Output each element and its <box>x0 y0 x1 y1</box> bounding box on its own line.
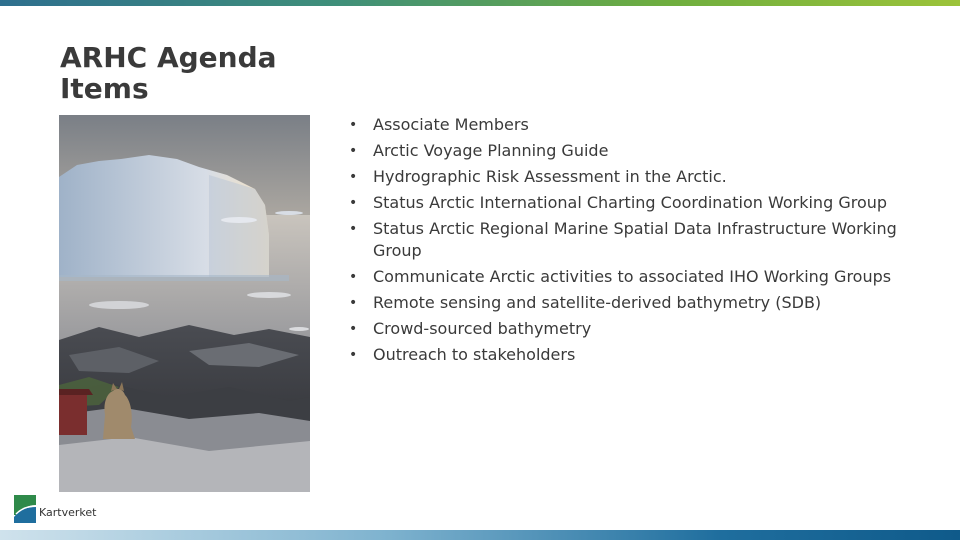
agenda-item <box>345 266 915 288</box>
bullet-icon: • <box>349 295 358 311</box>
agenda-item-text: Crowd-sourced bathymetry <box>373 319 592 338</box>
agenda-item-text: Status Arctic International Charting Coordination Working Group <box>373 193 888 212</box>
bullet-icon: • <box>349 195 358 211</box>
agenda-item <box>345 218 915 262</box>
agenda-item-text: Arctic Voyage Planning Guide <box>373 141 609 160</box>
kartverket-logo-icon <box>14 495 36 523</box>
bullet-icon: • <box>349 169 358 185</box>
agenda-item-text: Outreach to stakeholders <box>373 345 576 364</box>
bullet-icon: • <box>349 143 358 159</box>
bullet-icon: • <box>349 321 358 337</box>
top-accent-bar <box>0 0 960 6</box>
agenda-list <box>345 114 915 370</box>
bottom-accent-bar <box>0 530 960 540</box>
agenda-item <box>345 114 915 136</box>
agenda-item <box>345 344 915 366</box>
agenda-item <box>345 192 915 214</box>
agenda-item <box>345 166 915 188</box>
agenda-item-text: Hydrographic Risk Assessment in the Arctic. <box>373 167 727 186</box>
agenda-item <box>345 140 915 162</box>
agenda-item-text: Associate Members <box>373 115 529 134</box>
agenda-item <box>345 292 915 314</box>
agenda-item <box>345 318 915 340</box>
arctic-iceberg-photo <box>59 115 310 492</box>
agenda-item-text: Communicate Arctic activities to associated IHO Working Groups <box>373 267 892 286</box>
bullet-icon: • <box>349 269 358 285</box>
agenda-item-text: Status Arctic Regional Marine Spatial Data Infrastructure Working Group <box>373 219 897 260</box>
slide-title: ARHC Agenda Items <box>60 41 277 105</box>
kartverket-logo <box>14 495 114 525</box>
bullet-icon: • <box>349 347 358 363</box>
bullet-icon: • <box>349 117 358 133</box>
bullet-icon: • <box>349 221 358 237</box>
agenda-item-text: Remote sensing and satellite-derived bathymetry (SDB) <box>373 293 822 312</box>
kartverket-wordmark: Kartverket <box>39 506 97 519</box>
